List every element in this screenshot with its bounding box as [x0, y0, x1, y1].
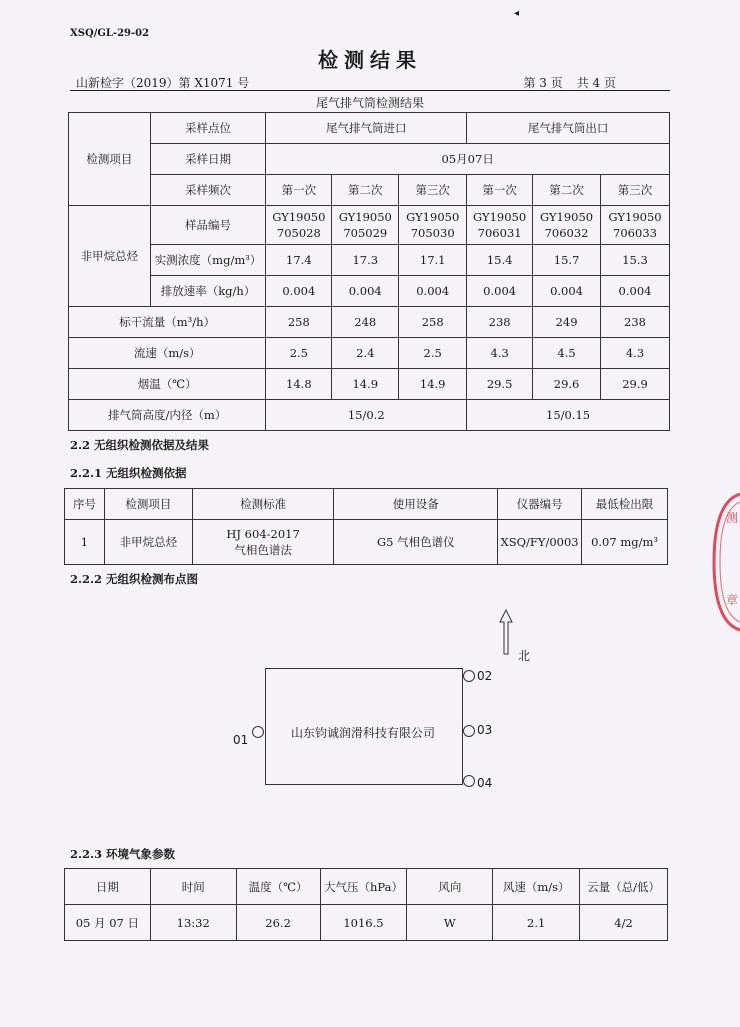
standard-cell — [192, 520, 334, 565]
column-header: 检测标准 — [192, 489, 334, 520]
section-heading: 2.2 无组织检测依据及结果 — [70, 438, 210, 452]
conc-cell: 15.4 — [467, 245, 533, 276]
sampling-point-04-icon — [463, 775, 475, 787]
sample-code: 705028 — [276, 226, 321, 240]
section-heading: 2.2.3 环境气象参数 — [70, 847, 176, 861]
table-row — [69, 175, 670, 206]
table-row — [65, 489, 668, 520]
page-total: 共 4 页 — [576, 76, 616, 90]
point-label: 04 — [477, 776, 493, 790]
table-row — [69, 369, 670, 400]
row-number: 1 — [65, 520, 105, 565]
freq-cell: 第一次 — [266, 175, 332, 206]
punch-mark: ◂ — [514, 8, 520, 19]
stack-inlet: 15/0.2 — [266, 400, 467, 431]
nmhc-label: 非甲烷总烃 — [69, 206, 151, 307]
temp-cell: 14.9 — [399, 369, 467, 400]
table-row — [69, 245, 670, 276]
date-label: 采样日期 — [150, 144, 266, 175]
north-arrow-icon — [496, 608, 516, 656]
freq-cell: 第二次 — [533, 175, 601, 206]
flow-cell: 238 — [601, 307, 670, 338]
column-header: 云量（总/低） — [580, 869, 668, 905]
page-info — [523, 74, 616, 91]
flow-cell: 238 — [467, 307, 533, 338]
section-heading: 2.2.2 无组织检测布点图 — [70, 572, 199, 586]
rate-cell: 0.004 — [601, 276, 670, 307]
velocity-cell: 2.5 — [266, 338, 332, 369]
freq-label: 采样频次 — [150, 175, 266, 206]
sample-cell — [533, 206, 601, 245]
weather-cell: 1016.5 — [320, 905, 407, 941]
sample-code: GY19050 — [539, 210, 594, 224]
sample-code: 706033 — [613, 226, 657, 240]
column-header: 大气压（hPa） — [320, 869, 407, 905]
sample-code: 706031 — [477, 226, 522, 240]
sample-code: GY19050 — [338, 210, 392, 224]
equipment-cell: G5 气相色谱仪 — [334, 520, 498, 565]
freq-cell: 第二次 — [332, 175, 399, 206]
conc-cell: 15.3 — [601, 245, 670, 276]
partial-seal-stamp — [710, 492, 740, 632]
point-label: 01 — [233, 733, 249, 747]
item-header: 检测项目 — [69, 113, 151, 206]
exhaust-results-table — [68, 112, 670, 431]
point-label: 02 — [477, 669, 493, 683]
rate-cell: 0.004 — [332, 276, 399, 307]
flow-label: 标干流量（m³/h） — [69, 307, 266, 338]
sampling-point-03-icon — [463, 725, 475, 737]
standard-code: HJ 604-2017 — [226, 527, 300, 541]
rate-cell: 0.004 — [467, 276, 533, 307]
temp-cell: 14.9 — [332, 369, 399, 400]
temp-cell: 14.8 — [266, 369, 332, 400]
table-row — [69, 276, 670, 307]
stack-outlet: 15/0.15 — [467, 400, 670, 431]
sample-code: 706032 — [544, 226, 589, 240]
sample-code: GY19050 — [608, 210, 662, 224]
column-header: 风速（m/s） — [493, 869, 580, 905]
weather-cell: W — [407, 905, 493, 941]
rate-cell: 0.004 — [266, 276, 332, 307]
sample-code: 705029 — [343, 226, 388, 240]
velocity-cell: 2.4 — [332, 338, 399, 369]
conc-cell: 15.7 — [533, 245, 601, 276]
column-header: 最低检出限 — [582, 489, 668, 520]
weather-table — [64, 868, 668, 941]
svg-text:测: 测 — [726, 511, 739, 525]
temp-label: 烟温（℃） — [69, 369, 266, 400]
sample-code: GY19050 — [406, 210, 460, 224]
velocity-cell: 4.5 — [533, 338, 601, 369]
instrument-cell: XSQ/FY/0003 — [498, 520, 582, 565]
exhaust-caption: 尾气排气筒检测结果 — [315, 96, 424, 110]
flow-cell: 248 — [332, 307, 399, 338]
column-header: 使用设备 — [334, 489, 498, 520]
table-row — [69, 338, 670, 369]
sample-cell — [332, 206, 399, 245]
table-row — [69, 113, 670, 144]
section-heading: 2.2.1 无组织检测依据 — [70, 466, 187, 480]
freq-cell: 第三次 — [601, 175, 670, 206]
velocity-cell: 4.3 — [601, 338, 670, 369]
sample-code: GY19050 — [272, 210, 326, 224]
table-row — [69, 307, 670, 338]
point-label: 采样点位 — [150, 113, 266, 144]
table-row — [69, 144, 670, 175]
flow-cell: 258 — [399, 307, 467, 338]
weather-cell: 05 月 07 日 — [65, 905, 151, 941]
sample-cell — [601, 206, 670, 245]
rate-cell: 0.004 — [533, 276, 601, 307]
north-label: 北 — [518, 649, 531, 663]
velocity-label: 流速（m/s） — [69, 338, 266, 369]
header-rule — [70, 90, 670, 91]
table-row — [69, 206, 670, 245]
temp-cell: 29.6 — [533, 369, 601, 400]
conc-cell: 17.1 — [399, 245, 467, 276]
weather-cell: 13:32 — [150, 905, 236, 941]
svg-text:章: 章 — [726, 593, 739, 607]
sampling-point-01-icon — [252, 726, 264, 738]
item-cell: 非甲烷总烃 — [104, 520, 192, 565]
document-code: XSQ/GL-29-02 — [70, 28, 150, 39]
rate-cell: 0.004 — [399, 276, 467, 307]
table-row — [69, 400, 670, 431]
weather-cell: 4/2 — [580, 905, 668, 941]
velocity-cell: 4.3 — [467, 338, 533, 369]
sample-cell — [266, 206, 332, 245]
column-header: 检测项目 — [104, 489, 192, 520]
point-label: 03 — [477, 723, 493, 737]
report-number: 山新检字（2019）第 X1071 号 — [76, 76, 250, 90]
basis-table — [64, 488, 668, 565]
inlet-point: 尾气排气筒进口 — [266, 113, 467, 144]
rate-label: 排放速率（kg/h） — [150, 276, 266, 307]
weather-cell: 2.1 — [493, 905, 580, 941]
table-row — [65, 905, 668, 941]
sample-cell — [467, 206, 533, 245]
temp-cell: 29.9 — [601, 369, 670, 400]
standard-method: 气相色谱法 — [234, 543, 292, 557]
stack-label: 排气筒高度/内径（m） — [69, 400, 266, 431]
outlet-point: 尾气排气筒出口 — [467, 113, 670, 144]
conc-label: 实测浓度（mg/m³） — [150, 245, 266, 276]
temp-cell: 29.5 — [467, 369, 533, 400]
freq-cell: 第一次 — [467, 175, 533, 206]
column-header: 时间 — [150, 869, 236, 905]
flow-cell: 258 — [266, 307, 332, 338]
limit-cell: 0.07 mg/m³ — [582, 520, 668, 565]
page-number: 第 3 页 — [523, 76, 563, 90]
table-row — [65, 869, 668, 905]
sample-code: GY19050 — [473, 210, 527, 224]
freq-cell: 第三次 — [399, 175, 467, 206]
flow-cell: 249 — [533, 307, 601, 338]
conc-cell: 17.4 — [266, 245, 332, 276]
column-header: 仪器编号 — [498, 489, 582, 520]
column-header: 日期 — [65, 869, 151, 905]
velocity-cell: 2.5 — [399, 338, 467, 369]
column-header: 风向 — [407, 869, 493, 905]
sample-no-label: 样品编号 — [150, 206, 266, 245]
table-row — [65, 520, 668, 565]
column-header: 序号 — [65, 489, 105, 520]
weather-cell: 26.2 — [236, 905, 320, 941]
column-header: 温度（℃） — [236, 869, 320, 905]
sampling-date: 05月07日 — [266, 144, 670, 175]
conc-cell: 17.3 — [332, 245, 399, 276]
sample-cell — [399, 206, 467, 245]
sample-code: 705030 — [410, 226, 455, 240]
company-name: 山东钧诚润滑科技有限公司 — [290, 726, 435, 740]
page-title: 检测结果 — [318, 48, 422, 72]
sampling-point-02-icon — [463, 670, 475, 682]
